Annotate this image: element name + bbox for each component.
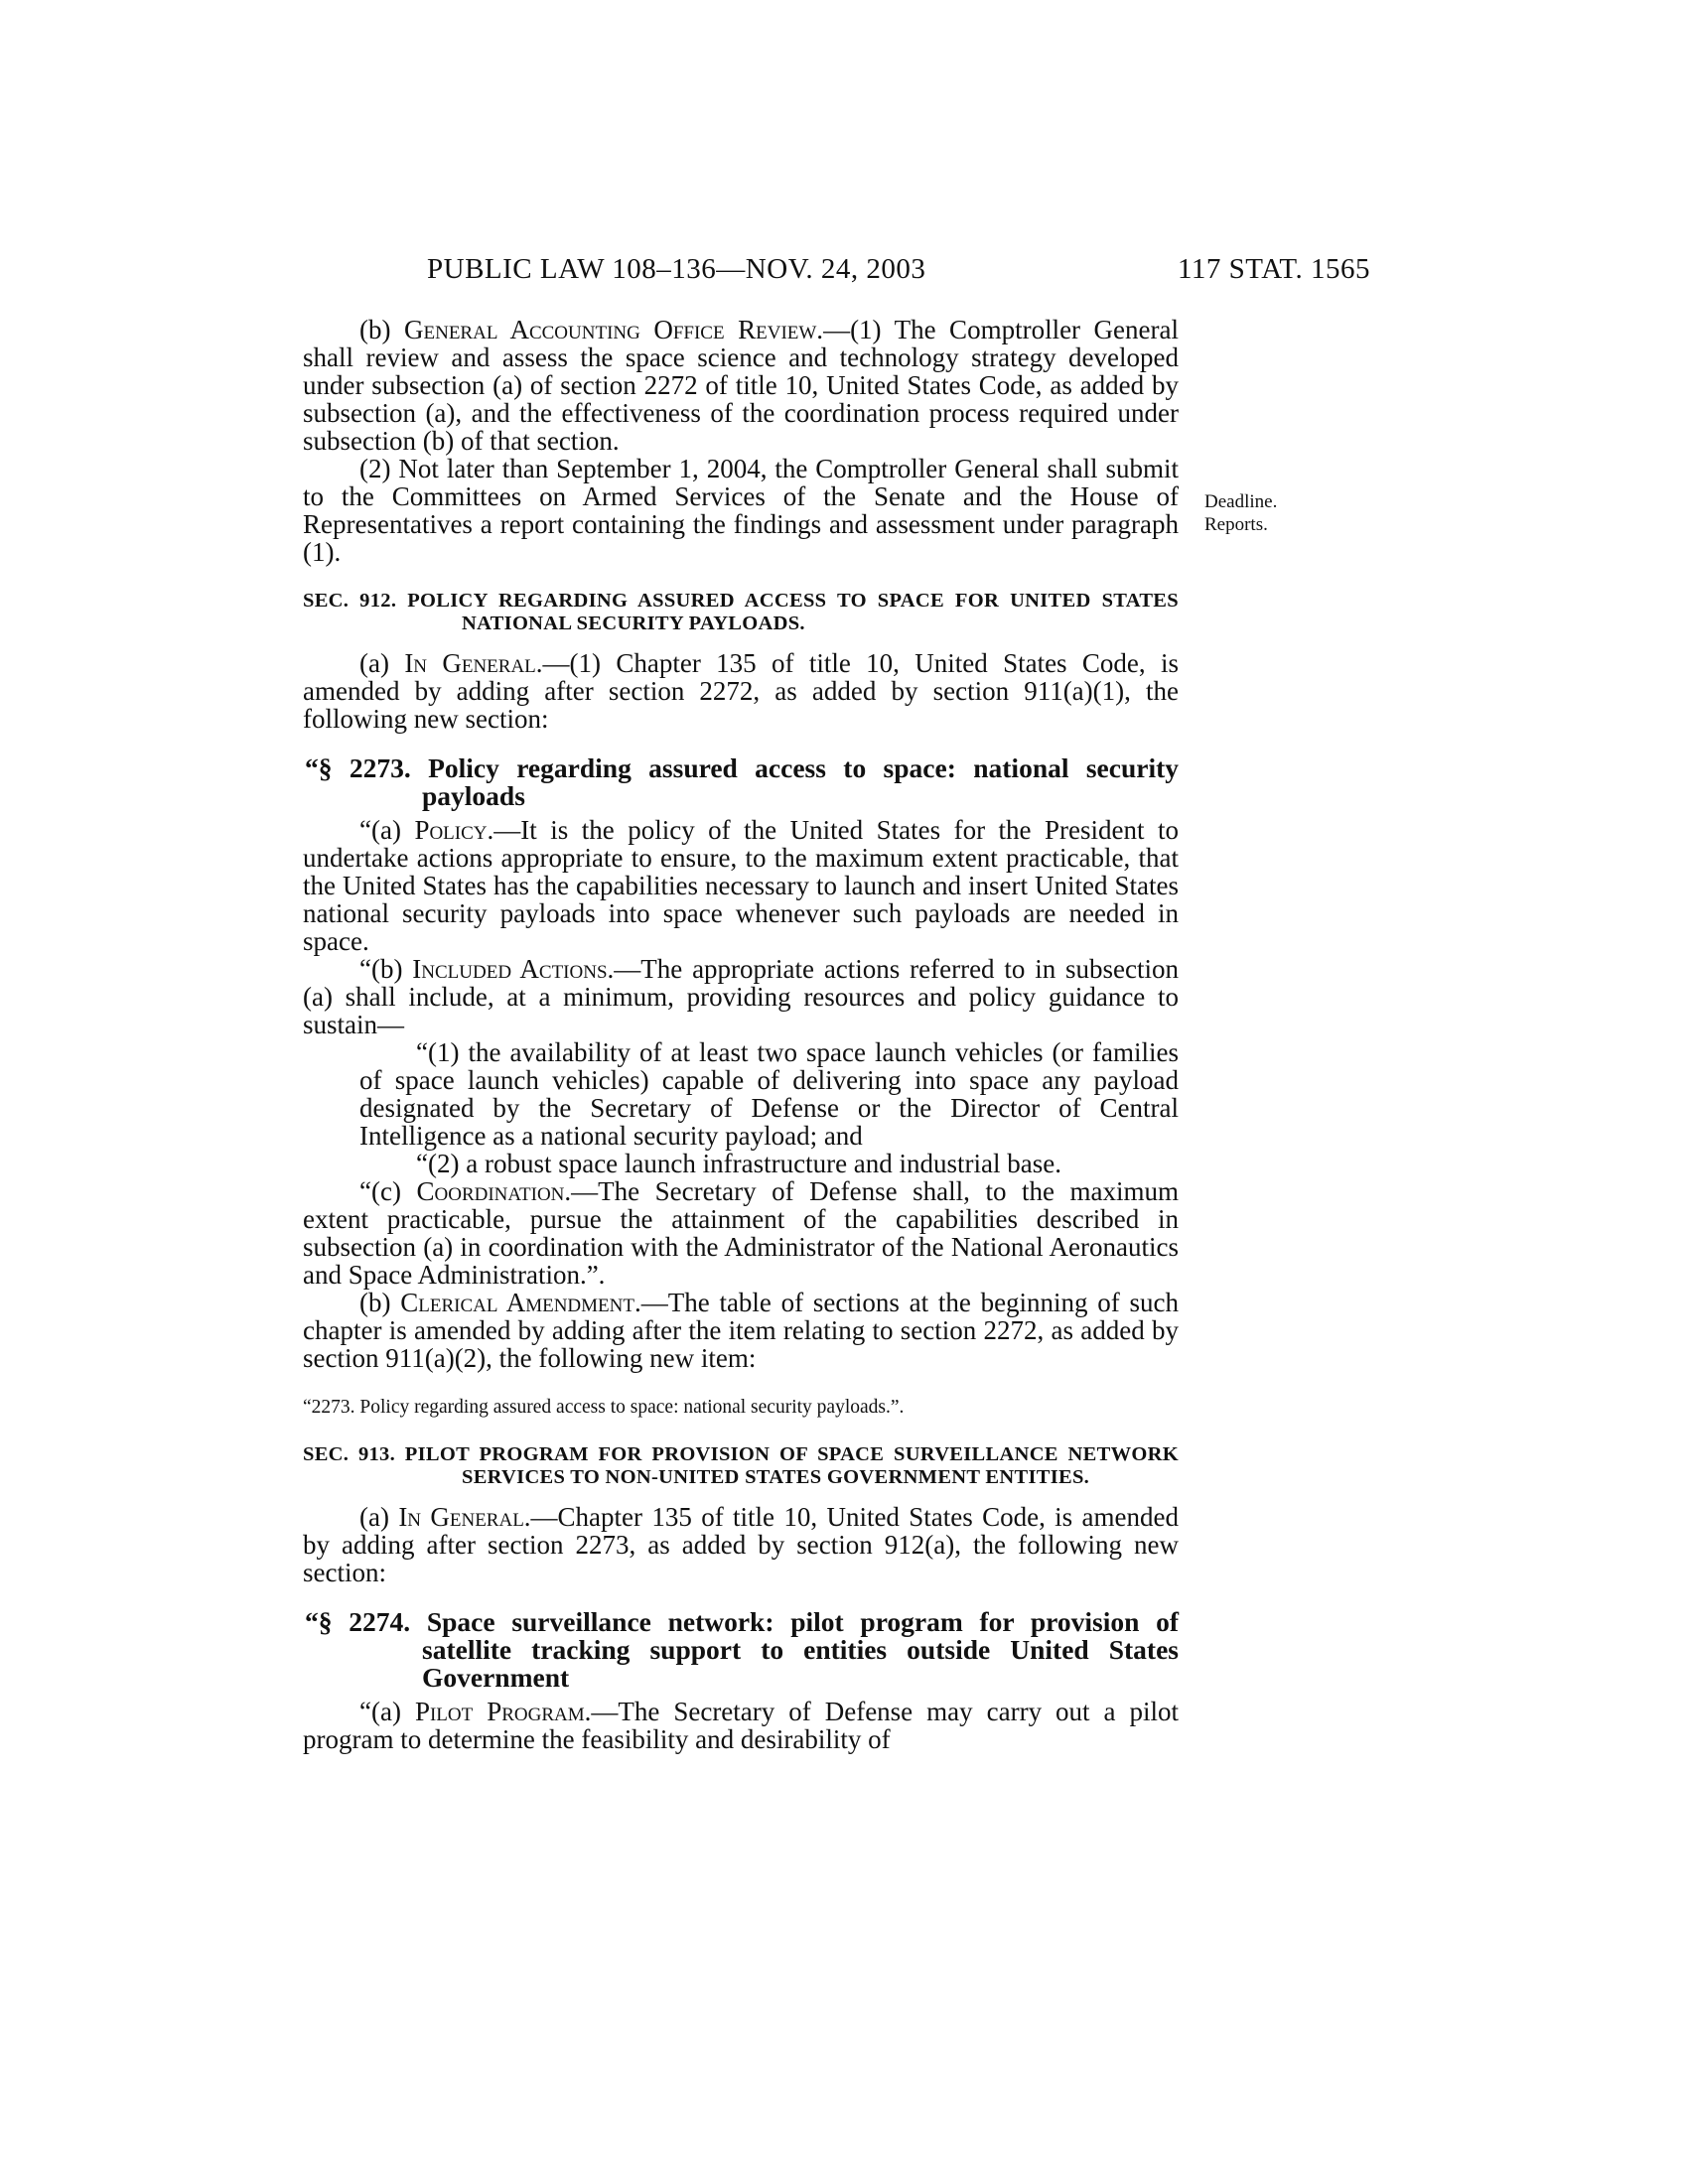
paragraph-heading: Policy. xyxy=(414,815,494,845)
paragraph-2273-b-2: “(2) a robust space launch infrastructure and industrial base. xyxy=(416,1149,1062,1178)
paragraph-report-deadline: (2) Not later than September 1, 2004, the Comptroller General shall submit to the Committees on Armed Services of the Senate and the House of Representatives a report containing the findings and assessment under paragraph (1). xyxy=(303,454,1179,567)
paragraph-gao-review: (b) General Accounting Office Review.—(1) The Comptroller General shall review and assess the space science and technology strategy developed under subsection (a) of section 2272 of title 10, United States Code, as added by subsection (a), and the effectiveness of the coordination process required under subsection (b) of that section. xyxy=(303,315,1179,456)
margin-note-reports: Reports. xyxy=(1204,514,1268,535)
paragraph-heading: Pilot Program. xyxy=(414,1697,592,1726)
paragraph-2273-coordination: “(c) Coordination.—The Secretary of Defense shall, to the maximum extent practicable, pursue the attainment of the capabilities described in subsection (a) in coordination with the Administrator of the National Aeronautics and Space Administration.”. xyxy=(303,1176,1180,1290)
paragraph-heading: Clerical Amendment. xyxy=(400,1288,641,1317)
paragraph-heading: In General. xyxy=(398,1502,531,1532)
paragraph-heading: Included Actions. xyxy=(412,954,615,984)
section-2273-title: “§ 2273. Policy regarding assured access to space: national security payloads xyxy=(305,752,1180,811)
margin-note-deadline: Deadline. xyxy=(1204,491,1278,512)
paragraph-2273-policy: “(a) Policy.—It is the policy of the United States for the President to undertake actions appropriate to ensure, to the maximum extent practicable, that the United States has the capabilities necessary to launch and insert United States national security payloads into space whenever such payloads are needed in space. xyxy=(303,815,1179,956)
paragraph-2273-b-1: “(1) the availability of at least two space launch vehicles (or families of space launch vehicles) capable of delivering into space any payload designated by the Secretary of Defense or the Director of Central Intelligence as a national security payload; and xyxy=(359,1037,1179,1151)
document-body xyxy=(303,316,1179,1753)
paragraph-2274-pilot-program: “(a) Pilot Program.—The Secretary of Defense may carry out a pilot program to determine the feasibility and desirability of xyxy=(303,1697,1180,1754)
running-header xyxy=(427,253,1370,293)
paragraph-912-clerical-amendment: (b) Clerical Amendment.—The table of sections at the beginning of such chapter is amended by adding after the item relating to section 2272, as added by section 911(a)(2), the following new item: xyxy=(303,1288,1180,1373)
paragraph-912-in-general: (a) In General.—(1) Chapter 135 of title 10, United States Code, is amended by adding after section 2272, as added by section 911(a)(1), the following new section: xyxy=(303,648,1179,734)
running-title: PUBLIC LAW 108–136—NOV. 24, 2003 xyxy=(427,253,926,285)
table-of-sections-item: “2273. Policy regarding assured access to space: national security payloads.”. xyxy=(303,1397,905,1418)
paragraph-913-in-general: (a) In General.—Chapter 135 of title 10, United States Code, is amended by adding after section 2273, as added by section 912(a), the following new section: xyxy=(303,1502,1179,1587)
paragraph-heading: General Accounting Office Review. xyxy=(404,315,824,344)
section-912-heading: SEC. 912. POLICY REGARDING ASSURED ACCESS TO SPACE FOR UNITED STATES NATIONAL SECURITY PAYLOADS. xyxy=(303,590,1179,634)
section-2274-title: “§ 2274. Space surveillance network: pilot program for provision of satellite tracking support to entities outside United States Government xyxy=(305,1606,1180,1693)
paragraph-heading: Coordination. xyxy=(416,1176,572,1206)
paragraph-heading: In General. xyxy=(404,648,543,678)
paragraph-2273-included-actions: “(b) Included Actions.—The appropriate actions referred to in subsection (a) shall include, at a minimum, providing resources and policy guidance to sustain— xyxy=(303,954,1180,1039)
stat-page-number: 117 STAT. 1565 xyxy=(1178,253,1370,285)
section-913-heading: SEC. 913. PILOT PROGRAM FOR PROVISION OF SPACE SURVEILLANCE NETWORK SERVICES TO NON-UNITED STATES GOVERNMENT ENTITIES. xyxy=(303,1443,1179,1488)
